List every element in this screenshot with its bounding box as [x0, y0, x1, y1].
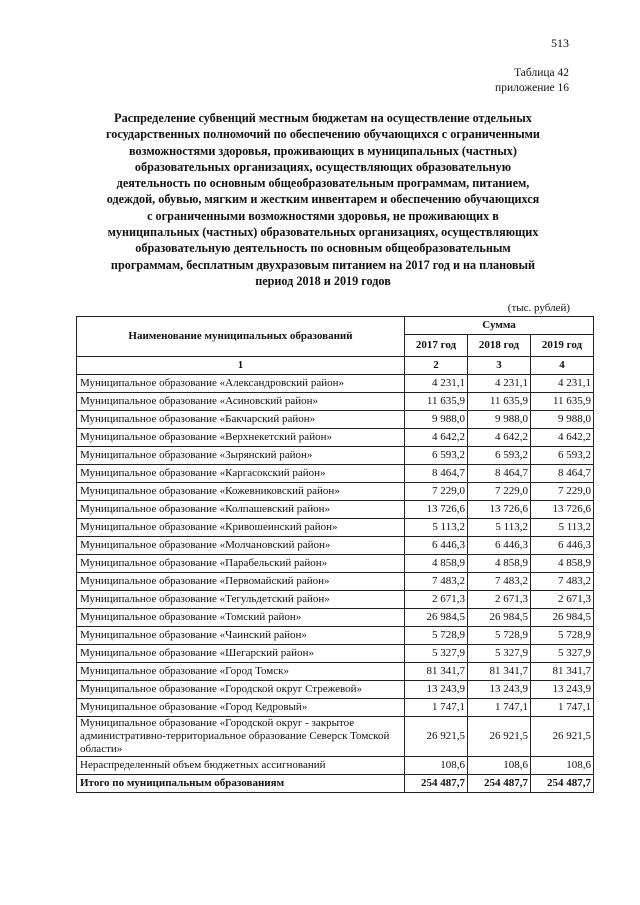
- value-2017: 13 726,6: [405, 501, 468, 519]
- table-row: [77, 681, 594, 699]
- value-2018: 26 921,5: [468, 717, 531, 757]
- value-2019: 6 446,3: [531, 537, 594, 555]
- municipality-name: Муниципальное образование «Кожевниковский район»: [77, 483, 405, 501]
- value-2017: 26 984,5: [405, 609, 468, 627]
- title-line: деятельность по основным общеобразовательным программам, питанием,: [116, 176, 530, 191]
- document-title: [70, 110, 576, 289]
- municipality-name: Муниципальное образование «Александровский район»: [77, 375, 405, 393]
- table-row: [77, 519, 594, 537]
- municipality-name: Муниципальное образование «Городской округ - закрытое административно-территориальное образование Северск Томской области»: [77, 717, 405, 757]
- municipality-name: Муниципальное образование «Асиновский район»: [77, 393, 405, 411]
- title-line: возможностями здоровья, проживающих в муниципальных (частных): [129, 143, 517, 158]
- title-line: с ограниченными возможностями здоровья, не проживающих в: [147, 208, 499, 223]
- value-2018: 6 446,3: [468, 537, 531, 555]
- value-2019: 7 229,0: [531, 483, 594, 501]
- value-2018: 9 988,0: [468, 411, 531, 429]
- page-number: 513: [551, 36, 569, 50]
- value-2017: 7 229,0: [405, 483, 468, 501]
- value-2017: 108,6: [405, 757, 468, 775]
- municipality-name: Муниципальное образование «Бакчарский район»: [77, 411, 405, 429]
- table-row: [77, 537, 594, 555]
- header-year-2017: 2017 год: [405, 335, 468, 357]
- table-row: [77, 429, 594, 447]
- value-2018: 4 231,1: [468, 375, 531, 393]
- municipality-name: Итого по муниципальным образованиям: [77, 775, 405, 793]
- value-2018: 4 858,9: [468, 555, 531, 573]
- table-row: [77, 591, 594, 609]
- column-number: 4: [531, 357, 594, 375]
- municipality-name: Муниципальное образование «Городской округ Стрежевой»: [77, 681, 405, 699]
- appendix-label: приложение 16: [495, 82, 569, 94]
- table-row: [77, 573, 594, 591]
- municipality-name: Муниципальное образование «Чаинский район»: [77, 627, 405, 645]
- title-line: Распределение субвенций местным бюджетам на осуществление отдельных: [114, 111, 532, 125]
- value-2017: 4 231,1: [405, 375, 468, 393]
- value-2019: 1 747,1: [531, 699, 594, 717]
- value-2018: 6 593,2: [468, 447, 531, 465]
- table-label: Таблица 42: [514, 67, 569, 79]
- value-2019: 6 593,2: [531, 447, 594, 465]
- value-2017: 5 113,2: [405, 519, 468, 537]
- value-2019: 13 243,9: [531, 681, 594, 699]
- table-row: [77, 483, 594, 501]
- table-reference: [495, 66, 569, 96]
- value-2017: 6 593,2: [405, 447, 468, 465]
- title-line: государственных полномочий по обеспечению обучающихся с ограниченными: [106, 127, 540, 142]
- value-2018: 254 487,7: [468, 775, 531, 793]
- municipality-name: Муниципальное образование «Тегульдетский район»: [77, 591, 405, 609]
- value-2018: 13 243,9: [468, 681, 531, 699]
- value-2018: 7 229,0: [468, 483, 531, 501]
- municipality-name: Муниципальное образование «Каргасокский район»: [77, 465, 405, 483]
- table-row: [77, 501, 594, 519]
- total-row: [77, 775, 594, 793]
- value-2017: 4 642,2: [405, 429, 468, 447]
- value-2019: 4 231,1: [531, 375, 594, 393]
- value-2019: 13 726,6: [531, 501, 594, 519]
- value-2017: 5 728,9: [405, 627, 468, 645]
- municipality-name: Муниципальное образование «Томский район»: [77, 609, 405, 627]
- value-2017: 4 858,9: [405, 555, 468, 573]
- table-row: [77, 757, 594, 775]
- municipality-name: Муниципальное образование «Кривошеинский район»: [77, 519, 405, 537]
- table-row: [77, 375, 594, 393]
- value-2019: 8 464,7: [531, 465, 594, 483]
- table-row: [77, 393, 594, 411]
- title-line: образовательных организациях, осуществляющих образовательную: [134, 159, 512, 174]
- table-row: [77, 609, 594, 627]
- value-2019: 81 341,7: [531, 663, 594, 681]
- value-2017: 26 921,5: [405, 717, 468, 757]
- table-row: [77, 645, 594, 663]
- municipality-name: Муниципальное образование «Верхнекетский район»: [77, 429, 405, 447]
- value-2017: 254 487,7: [405, 775, 468, 793]
- table-row: [77, 663, 594, 681]
- value-2017: 7 483,2: [405, 573, 468, 591]
- value-2019: 4 642,2: [531, 429, 594, 447]
- value-2018: 108,6: [468, 757, 531, 775]
- municipality-name: Нераспределенный объем бюджетных ассигнований: [77, 757, 405, 775]
- value-2018: 5 113,2: [468, 519, 531, 537]
- value-2019: 11 635,9: [531, 393, 594, 411]
- value-2019: 7 483,2: [531, 573, 594, 591]
- municipality-name: Муниципальное образование «Город Кедровый»: [77, 699, 405, 717]
- value-2018: 8 464,7: [468, 465, 531, 483]
- value-2019: 5 327,9: [531, 645, 594, 663]
- header-year-2019: 2019 год: [531, 335, 594, 357]
- value-2018: 4 642,2: [468, 429, 531, 447]
- municipality-name: Муниципальное образование «Парабельский район»: [77, 555, 405, 573]
- units-label: (тыс. рублей): [507, 302, 570, 314]
- value-2018: 26 984,5: [468, 609, 531, 627]
- title-line: образовательную деятельность по основным общеобразовательным: [135, 241, 511, 256]
- header-year-2018: 2018 год: [468, 335, 531, 357]
- table-body: [77, 375, 594, 793]
- value-2019: 254 487,7: [531, 775, 594, 793]
- value-2017: 1 747,1: [405, 699, 468, 717]
- header-sum-column: Сумма: [405, 317, 594, 335]
- table-row: [77, 447, 594, 465]
- municipality-name: Муниципальное образование «Колпашевский район»: [77, 501, 405, 519]
- value-2019: 26 921,5: [531, 717, 594, 757]
- value-2017: 5 327,9: [405, 645, 468, 663]
- value-2018: 5 728,9: [468, 627, 531, 645]
- value-2017: 81 341,7: [405, 663, 468, 681]
- value-2018: 5 327,9: [468, 645, 531, 663]
- value-2018: 7 483,2: [468, 573, 531, 591]
- table-row: [77, 699, 594, 717]
- municipality-name: Муниципальное образование «Шегарский район»: [77, 645, 405, 663]
- value-2019: 108,6: [531, 757, 594, 775]
- column-number: 2: [405, 357, 468, 375]
- value-2017: 9 988,0: [405, 411, 468, 429]
- title-line: муниципальных (частных) образовательных организациях, осуществляющих: [107, 225, 539, 240]
- column-number: 3: [468, 357, 531, 375]
- municipality-name: Муниципальное образование «Город Томск»: [77, 663, 405, 681]
- table-row: [77, 465, 594, 483]
- title-line: период 2018 и 2019 годов: [255, 273, 391, 288]
- value-2019: 4 858,9: [531, 555, 594, 573]
- table-row: [77, 717, 594, 757]
- subsidy-table: [76, 316, 594, 793]
- table-row: [77, 411, 594, 429]
- table-row: [77, 627, 594, 645]
- value-2019: 9 988,0: [531, 411, 594, 429]
- header-name-column: Наименование муниципальных образований: [77, 317, 405, 357]
- value-2017: 11 635,9: [405, 393, 468, 411]
- value-2018: 81 341,7: [468, 663, 531, 681]
- value-2019: 5 728,9: [531, 627, 594, 645]
- value-2018: 13 726,6: [468, 501, 531, 519]
- value-2018: 1 747,1: [468, 699, 531, 717]
- value-2019: 5 113,2: [531, 519, 594, 537]
- value-2019: 2 671,3: [531, 591, 594, 609]
- value-2017: 13 243,9: [405, 681, 468, 699]
- value-2017: 8 464,7: [405, 465, 468, 483]
- value-2017: 2 671,3: [405, 591, 468, 609]
- table-row: [77, 555, 594, 573]
- value-2017: 6 446,3: [405, 537, 468, 555]
- value-2018: 2 671,3: [468, 591, 531, 609]
- value-2019: 26 984,5: [531, 609, 594, 627]
- municipality-name: Муниципальное образование «Зырянский район»: [77, 447, 405, 465]
- value-2018: 11 635,9: [468, 393, 531, 411]
- municipality-name: Муниципальное образование «Первомайский район»: [77, 573, 405, 591]
- title-line: одеждой, обувью, мягким и жестким инвентарем и обеспечению обучающихся: [106, 192, 540, 207]
- municipality-name: Муниципальное образование «Молчановский район»: [77, 537, 405, 555]
- title-line: программам, бесплатным двухразовым питанием на 2017 год и на плановый: [110, 257, 536, 272]
- column-number: 1: [77, 357, 405, 375]
